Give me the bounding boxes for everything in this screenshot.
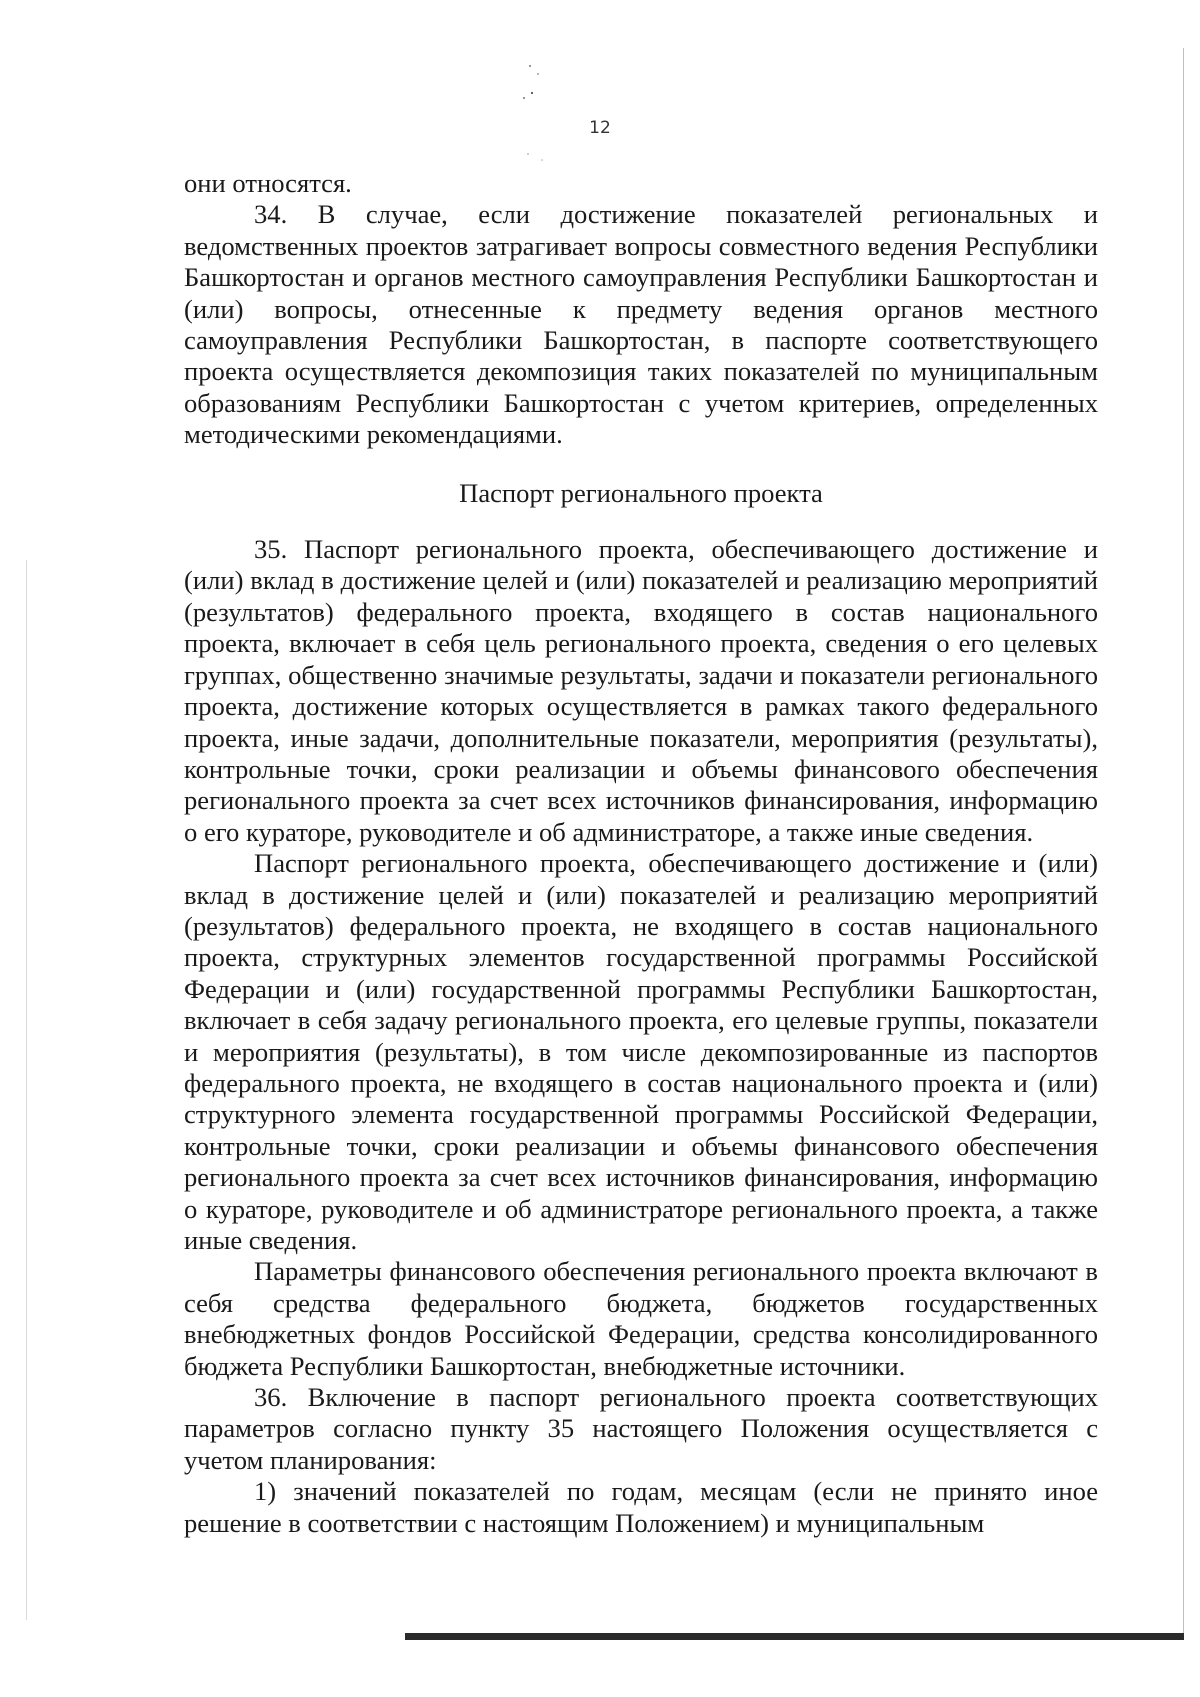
document-body: [184, 168, 1098, 1539]
paragraph-item-35: 35. Паспорт регионального проекта, обеспечивающего достижение и (или) вклад в достижение целей и (или) показателей и реализацию мероприятий (результатов) федерального проекта, входящего в состав национального проекта, включает в себя цель регионального проекта, сведения о его целевых группах, общественно значимые результаты, задачи и показатели регионального проекта, достижение которых осуществляется в рамках такого федерального проекта, иные задачи, дополнительные показатели, мероприятия (результаты), контрольные точки, сроки реализации и объемы финансового обеспечения регионального проекта за счет всех источников финансирования, информацию о его кураторе, руководителе и об администраторе, а также иные сведения.: [184, 534, 1098, 847]
paragraph-passport-nonnational: Паспорт регионального проекта, обеспечивающего достижение и (или) вклад в достижение целей и (или) показателей и реализацию мероприятий (результатов) федерального проекта, не входящего в состав национального проекта, структурных элементов государственной программы Российской Федерации и (или) государственной программы Республики Башкортостан, включает в себя задачу регионального проекта, его целевые группы, показатели и мероприятия (результаты), в том числе декомпозированные из паспортов федерального проекта, не входящего в состав национального проекта и (или) структурного элемента государственной программы Российской Федерации, контрольные точки, сроки реализации и объемы финансового обеспечения регионального проекта за счет всех источников финансирования, информацию о кураторе, руководителе и об администраторе регионального проекта, а также иные сведения.: [184, 848, 1098, 1255]
paragraph-continuation: они относятся.: [184, 168, 352, 198]
section-heading: Паспорт регионального проекта: [459, 477, 823, 508]
page-number: 12: [589, 118, 611, 138]
scan-noise-specks: [520, 60, 610, 170]
scan-edge-line-left: [26, 560, 27, 1620]
paragraph-item-36: 36. Включение в паспорт регионального проекта соответствующих параметров согласно пункту 35 настоящего Положения осуществляется с учетом планирования:: [184, 1382, 1098, 1475]
paragraph-financing-parameters: Параметры финансового обеспечения регионального проекта включают в себя средства федерального бюджета, бюджетов государственных внебюджетных фондов Российской Федерации, средства консолидированного бюджета Республики Башкортостан, внебюджетные источники.: [184, 1256, 1098, 1381]
paragraph-subitem-1: 1) значений показателей по годам, месяцам (если не принято иное решение в соответствии с настоящим Положением) и муниципальным: [184, 1476, 1098, 1538]
paragraph-item-34: 34. В случае, если достижение показателей региональных и ведомственных проектов затрагивает вопросы совместного ведения Республики Башкортостан и органов местного самоуправления Республики Башкортостан и (или) вопросы, отнесенные к предмету ведения органов местного самоуправления Республики Башкортостан, в паспорте соответствующего проекта осуществляется декомпозиция таких показателей по муниципальным образованиям Республики Башкортостан с учетом критериев, определенных методическими рекомендациями.: [184, 199, 1098, 450]
scan-bottom-edge: [405, 1633, 1184, 1640]
scan-edge-line-right: [1183, 48, 1184, 1638]
